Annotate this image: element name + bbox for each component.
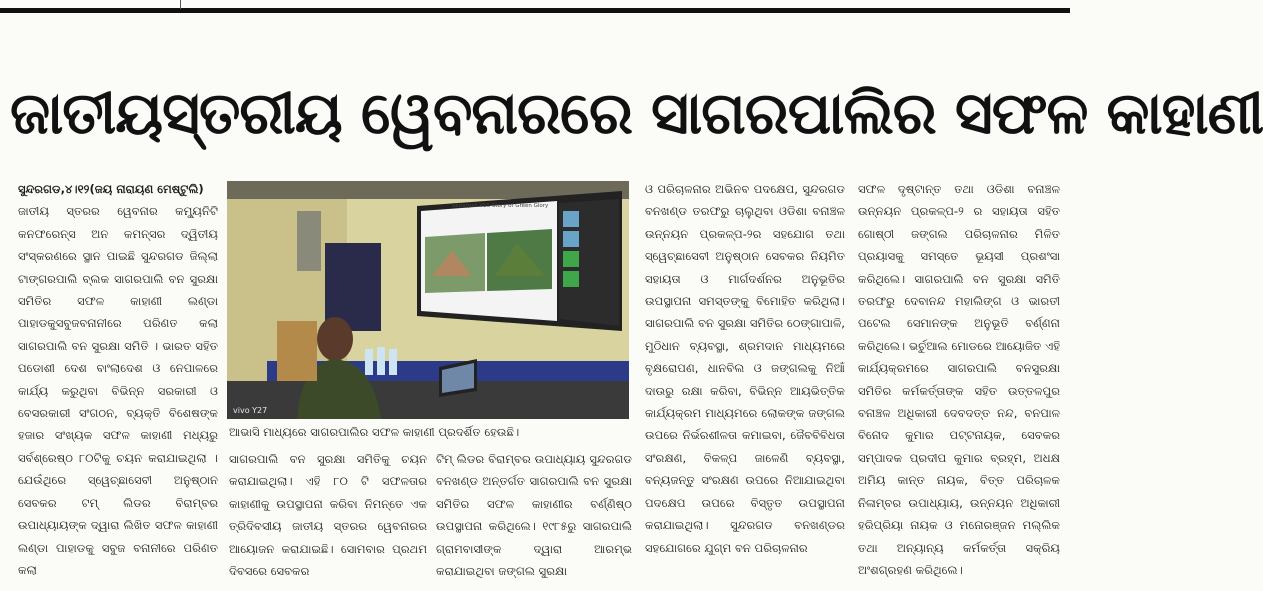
column-2-text: ସାଗରପାଲି ବନ ସୁରକ୍ଷା ସମିତିକୁ ଚୟନ କରାଯାଇଥିଲା। ଏହି ୮୦ ଟି ସଫଳତାର କାହାଣୀକୁ ଉପସ୍ଥାପନା କରିବା ନିମନ୍ତେ ଏକ ତ୍ରିଦିବସୀୟ ଜାତୀୟ ସ୍ତରର ୱେବନାରର ଆୟୋଜନ କରାଯାଇଛି। ସୋମବାର ପ୍ରଥମ ଦିବସରେ ସେବକର: [229, 452, 427, 579]
top-rule: [0, 8, 1070, 13]
article-photo: [227, 181, 629, 419]
webinar-room-image: [227, 181, 629, 419]
article-column-2: [229, 448, 427, 583]
column-3-text: ଟିମ୍ ଲିଡର ବିରାମ୍ବର ଉପାଧ୍ୟାୟ ସୁନ୍ଦରଗଡ ବନଖଣ୍ଡ ଅନ୍ତର୍ଗତ ସାଗରପାଲି ବନ ସୁରକ୍ଷା ସମିତିର ସଫଳ କାହାଣୀର ବର୍ଣ୍ଣିଷ୍ଠ ଉପସ୍ଥାପନା କରିଥିଲେ। ୧୯୮୫ରୁ ସାଗରପାଲି ଗ୍ରାମବାସୀଙ୍କ ଦ୍ୱାରା ଆରମ୍ଭ କରାଯାଇଥିବା ଜଙ୍ଗଲ ସୁରକ୍ଷା: [436, 452, 632, 579]
photo-caption: ଆଭାସି ମାଧ୍ୟରେ ସାଗରପାଲିର ସଫଳ କାହାଣୀ ପ୍ରଦର୍ଶିତ ହେଉଛି।: [229, 425, 520, 439]
article-column-1: [18, 178, 218, 583]
column-1-text: ଜାତୀୟ ସ୍ତରର ୱେବନାର କମ୍ୟୁନିଟି କନଫରେନ୍ସ ଅନ କମନ୍ସର ଦ୍ୱିତୀୟ ସଂସ୍କରଣରେ ସ୍ଥାନ ପାଇଛି ସୁନ୍ଦରଗଡ ଜିଲ୍ଲା ଟାଙ୍ଗରପାଲି ବ୍ଲକ ସାଗରପାଲି ବନ ସୁରକ୍ଷା ସମିତିର ସଫଳ କାହାଣୀ ଲଣ୍ଡା ପାହାଡକୁସବୁଜବନାନୀରେ ପରିଣତ କଲା ସାଗରପାଲି ବନ ସୁରକ୍ଷା ସମିତି । ଭାରତ ସହିତ ପଡୋଶୀ ଦେଶ ବାଂଲାଦେଶ ଓ ନେପାଳରେ କାର୍ଯ୍ୟ କରୁଥିବା ବିଭିନ୍ନ ସରକାରୀ ଓ ବେସରକାରୀ ସଂଗଠନ, ବ୍ୟକ୍ତି ବିଶେଷଙ୍କ ହଜାର ସଂଖ୍ୟକ ସଫଳ କାହାଣୀ ମଧ୍ୟରୁ ସର୍ବଶ୍ରେଷ୍ଠ ୮୦ଟିକୁ ଚୟନ କରାଯାଇଥିଲା । ଯେଉଁଥିରେ ସ୍ୱେଚ୍ଛାସେବୀ ଅନୁଷ୍ଠାନ ସେବକର ଟମ୍ ଲିଡର ବିରାମ୍ବର ଉପାଧ୍ୟାୟଙ୍କ ଦ୍ୱାରା ଲିଖିତ ସଫଳ କାହାଣୀ ଲଣ୍ଡା ପାହାଡକୁ ସବୁଜ ବନାନୀରେ ପରିଣତ କଲା: [18, 204, 218, 577]
headline: ଜାତୀୟସ୍ତରୀୟ ୱେବନାରରେ ସାଗରପାଲିର ସଫଳ କାହାଣୀ: [10, 79, 1263, 147]
dateline: ସୁନ୍ଦରଗଡ,୪।୧୨(ଜୟ ନାରାୟଣ ମେଷ୍ଟୁଲି): [18, 182, 204, 196]
slide-title: Sagarpali VSS Story of Green Glory: [451, 203, 549, 209]
photo-watermark: vivo Y27: [233, 406, 268, 415]
article-column-4: [645, 178, 845, 583]
article-column-5: [858, 178, 1060, 583]
column-5-text: ସଫଳ ଦୃଷ୍ଟାନ୍ତ ତଥା ଓଡିଶା ବନାଞ୍ଚଳ ଉନ୍ନୟନ ପ୍ରକଳ୍ପ-୨ ର ସହାୟତା ସହିତ ଗୋଷ୍ଠୀ ଜଙ୍ଗଲ ପରିଚାଳନାର ମିଳିତ ପ୍ରୟାସକୁ ସମସ୍ତେ ଭୂୟସୀ ପ୍ରଶଂସା କରିଥିଲେ। ସାଗରପାଲି ବନ ସୁରକ୍ଷା ସମିତି ତରଫରୁ ଦେବାନନ୍ଦ ମହାଲିଙ୍ଗ ଓ ଭାରତୀ ପଟେଲ ସେମାନଙ୍କ ଅନୁଭୂତି ବର୍ଣ୍ଣନା କରିଥିଲେ। ଭର୍ଚୁଆଲ ମୋଡରେ ଆୟୋଜିତ ଏହି କାର୍ଯ୍ୟକ୍ରମରେ ସାଗରପାଲି ବନସୁରକ୍ଷା ସମିତିର କର୍ମକର୍ତ୍ତାଙ୍କ ସହିତ ଉତ୍ତଳପୁର ବନାଞ୍ଚଳ ଅଧିକାରୀ ଦେବଦତ୍ତ ନନ୍ଦ, ବନପାଳ ବିନୋଦ କୁମାର ପଟ୍ଟନାୟକ, ସେବକର ସମ୍ପାଦକ ପ୍ରଦୀପ କୁମାର ବ୍ରହ୍ମ, ଅଧକ୍ଷ ଅମିୟ କାନ୍ତ ନାୟକ, ବିତ୍ତ ପରିଚାଳକ ନିଳାମ୍ବର ଉପାଧ୍ୟାୟ, ଉନ୍ନୟନ ଅଧିକାରୀ ହରିପ୍ରିୟା ନାୟକ ଓ ମନୋରଞ୍ଜନ ମଲ୍ଲିକ ତଥା ଅନ୍ୟାନ୍ୟ କର୍ମକର୍ତ୍ତା ସକ୍ରିୟ ଅଂଶଗ୍ରହଣ କରିଥିଲେ।: [858, 182, 1060, 577]
column-4-text: ଓ ପରିଚାଳନାର ଅଭିନବ ପଦକ୍ଷେପ, ସୁନ୍ଦରଗଡ ବନଖଣ୍ଡ ତରଫରୁ ଚାଲୁଥିବା ଓଡିଶା ବନାଞ୍ଚଳ ଉନ୍ନୟନ ପ୍ରକଳ୍ପ-୨ର ସହଯୋଗ ତଥା ସ୍ୱେଚ୍ଛାସେବୀ ଅନୁଷ୍ଠାନ ସେବକର ନିୟମିତ ସହାୟତା ଓ ମାର୍ଗଦର୍ଶନର ଅନୁଭୂତିର ଉପସ୍ଥାପନା ସମସ୍ତଙ୍କୁ ବିମୋହିତ କରିଥିଲା। ସାଗରପାଲି ବନ ସୁରକ୍ଷା ସମିତିର ଠେଙ୍ଗାପାଳି, ମୁଠିଧାନ ବ୍ୟବସ୍ଥା, ଶ୍ରମଦାନ ମାଧ୍ୟମରେ ବୃକ୍ଷରୋପଣ, ଧାନବିଲ ଓ ଜଙ୍ଗଲକୁ ନିଆଁ ଦାଉରୁ ରକ୍ଷା କରିବା, ବିଭିନ୍ନ ଆୟଭିତ୍ତିକ କାର୍ଯ୍ୟକ୍ରମ ମାଧ୍ୟମରେ ଲୋକଙ୍କ ଜଙ୍ଗଲ ଉପରେ ନିର୍ଭରଶୀଳତା କମାଇବା, ଜୈବବିବିଧତା ସଂରକ୍ଷଣ, ବିକଳ୍ପ ଜାଳେଣି ବ୍ୟବସ୍ଥା, ବନ୍ୟଜନ୍ତୁ ସଂରକ୍ଷଣ ଉପରେ ନିଆଯାଇଥିବା ପଦକ୍ଷେପ ଉପରେ ବିସ୍ତୃତ ଉପସ୍ଥାପନା କରାଯାଇଥିଲା। ସୁନ୍ଦରଗଡ ବନଖଣ୍ଡର ସହଯୋଗରେ ଯୁଗ୍ମ ବନ ପରିଚାଳନାର: [645, 182, 845, 555]
article-column-3: [436, 448, 632, 583]
top-rule-tick: [180, 0, 181, 9]
